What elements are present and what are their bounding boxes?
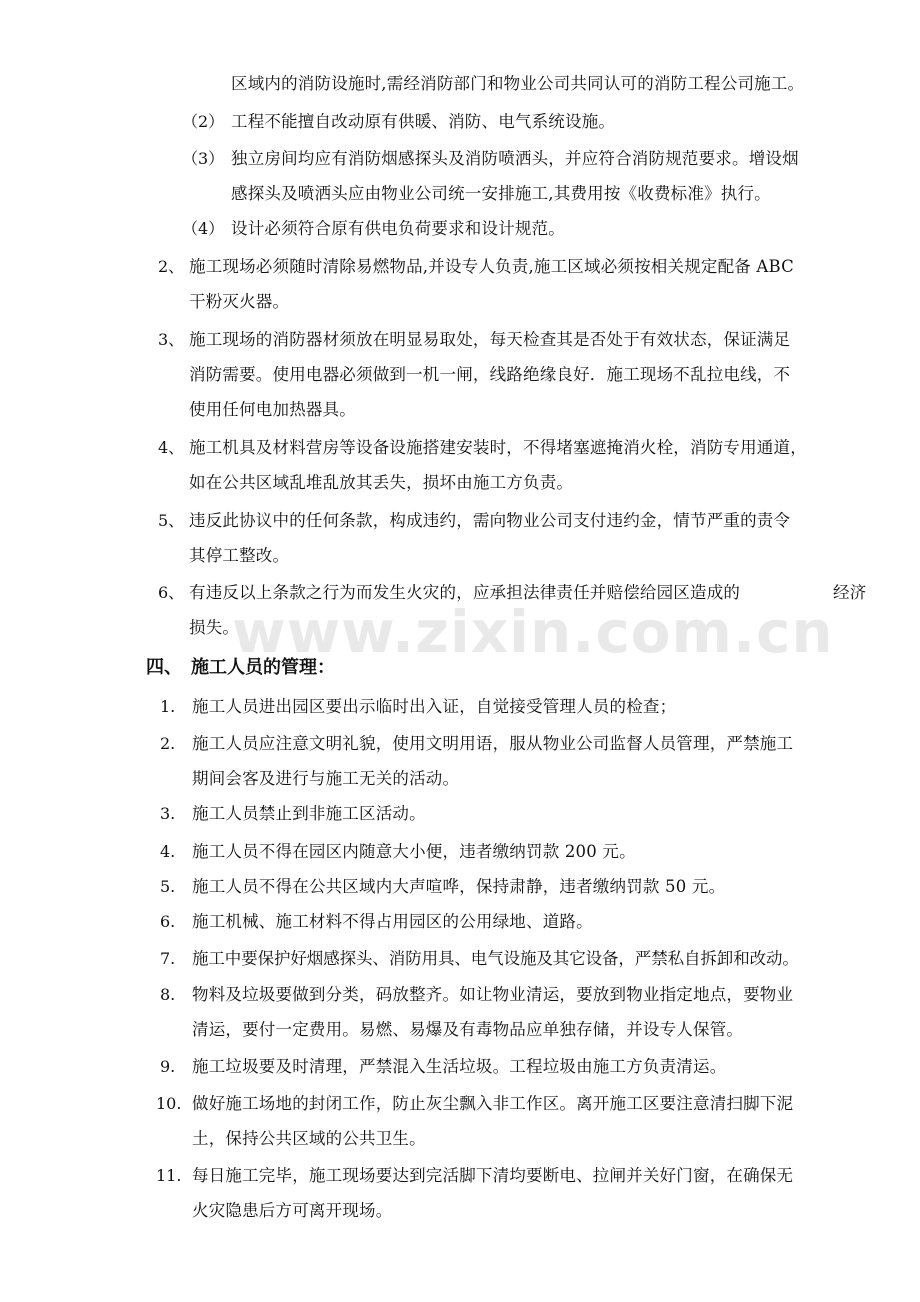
list-item-text: 做好施工场地的封闭工作，防止灰尘飘入非工作区。离开施工区要注意清扫脚下泥 — [192, 1094, 794, 1113]
list-item-number: 4. — [160, 842, 176, 861]
sub-item-text: 独立房间均应有消防烟感探头及消防喷洒头，并应符合消防规范要求。增设烟 — [231, 149, 799, 168]
list-item-text: 火灾隐患后方可离开现场。 — [192, 1201, 393, 1220]
list-item-text-tail: 经济 — [833, 583, 867, 602]
list-item-text: 期间会客及进行与施工无关的活动。 — [192, 769, 460, 788]
list-item-text: 土，保持公共区域的公共卫生。 — [192, 1129, 426, 1148]
list-item-number: 5、 — [158, 511, 185, 530]
list-item-text: 清运，要付一定费用。易燃、易爆及有毒物品应单独存储，并设专人保管。 — [192, 1020, 744, 1039]
list-item-number: 3. — [160, 804, 176, 823]
list-item-text: 施工现场的消防器材须放在明显易取处，每天检查其是否处于有效状态，保证满足 — [189, 330, 791, 349]
sub-item-text: 感探头及喷洒头应由物业公司统一安排施工,其费用按《收费标准》执行。 — [231, 184, 771, 203]
list-item-text: 有违反以上条款之行为而发生火灾的，应承担法律责任并赔偿给园区造成的 — [189, 583, 741, 602]
list-item-text: 消防需要。使用电器必须做到一机一闸，线路绝缘良好．施工现场不乱拉电线，不 — [189, 365, 791, 384]
list-item-text: 其停工整改。 — [189, 546, 290, 565]
list-item-number: 11. — [156, 1166, 182, 1185]
list-item-number: 2. — [160, 734, 176, 753]
list-item-text: 施工垃圾要及时清理，严禁混入生活垃圾。工程垃圾由施工方负责清运。 — [192, 1057, 727, 1076]
list-item-number: 1. — [160, 697, 176, 716]
list-item-text: 损失。 — [189, 618, 240, 637]
list-item-number: 5. — [160, 877, 176, 896]
watermark: www.zixin.com.cn — [232, 598, 834, 666]
sub-item-text: 工程不能擅自改动原有供暖、消防、电气系统设施。 — [231, 112, 616, 131]
list-item-number: 4、 — [158, 438, 185, 457]
list-item-text: 施工机具及材料营房等设备设施搭建安装时，不得堵塞遮掩消火栓，消防专用通道， — [189, 438, 807, 457]
sub-item-number: （3） — [182, 149, 225, 168]
list-item-text: 干粉灭火器。 — [189, 292, 290, 311]
list-item-text: 物料及垃圾要做到分类，码放整齐。如让物业清运，要放到物业指定地点，要物业 — [192, 985, 794, 1004]
sub-item-text: 设计必须符合原有供电负荷要求和设计规范。 — [231, 219, 565, 238]
list-item-text: 施工人员应注意文明礼貌，使用文明用语，服从物业公司监督人员管理，严禁施工 — [192, 734, 794, 753]
list-item-number: 7. — [160, 949, 176, 968]
list-item-text: 施工人员不得在公共区域内大声喧哗，保持肃静，违者缴纳罚款 50 元。 — [192, 877, 726, 896]
list-item-number: 6. — [160, 912, 176, 931]
list-item-text: 施工人员不得在园区内随意大小便，违者缴纳罚款 200 元。 — [192, 842, 636, 861]
list-item-text: 如在公共区域乱堆乱放其丢失，损坏由施工方负责。 — [189, 473, 574, 492]
section-heading: 四、 施工人员的管理： — [146, 657, 335, 678]
sub-item-number: （4） — [182, 219, 225, 238]
list-item-text: 施工机械、施工材料不得占用园区的公用绿地、道路。 — [192, 912, 593, 931]
list-item-text: 施工人员禁止到非施工区活动。 — [192, 804, 426, 823]
list-item-text: 违反此协议中的任何条款，构成违约，需向物业公司支付违约金，情节严重的责令 — [189, 511, 791, 530]
list-item-text: 施工中要保护好烟感探头、消防用具、电气设施及其它设备，严禁私自拆卸和改动。 — [192, 949, 799, 968]
list-item-number: 3、 — [158, 330, 185, 349]
list-item-number: 9. — [160, 1057, 176, 1076]
sub-item-number: （2） — [182, 112, 225, 131]
list-item-number: 6、 — [158, 583, 185, 602]
list-item-text: 施工人员进出园区要出示临时出入证，自觉接受管理人员的检查； — [192, 697, 677, 716]
list-item-text: 施工现场必须随时清除易燃物品,并设专人负责,施工区域必须按相关规定配备 ABC — [189, 257, 795, 276]
list-item-text: 使用任何电加热器具。 — [189, 400, 356, 419]
list-item-number: 2、 — [158, 257, 185, 276]
list-item-text: 每日施工完毕，施工现场要达到完活脚下清均要断电、拉闸并关好门窗，在确保无 — [192, 1166, 794, 1185]
list-item-number: 8. — [160, 985, 176, 1004]
list-item-number: 10. — [156, 1094, 182, 1113]
paragraph-line: 区域内的消防设施时,需经消防部门和物业公司共同认可的消防工程公司施工。 — [231, 74, 805, 93]
